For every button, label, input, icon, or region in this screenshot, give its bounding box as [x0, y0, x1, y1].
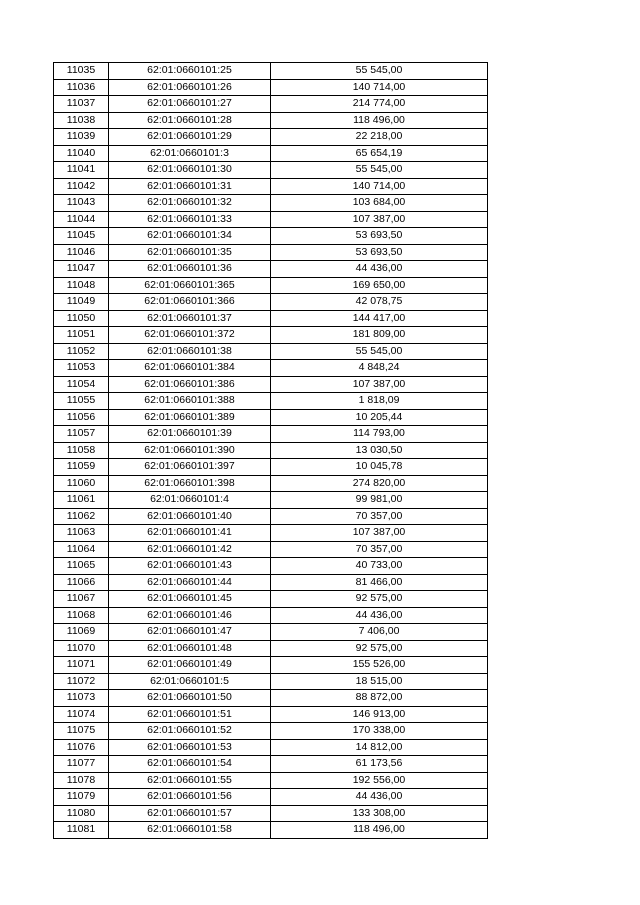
value-cell: 274 820,00	[271, 475, 488, 492]
table-row	[54, 805, 488, 822]
table-row	[54, 591, 488, 608]
cadastral-number-cell: 62:01:0660101:58	[109, 822, 271, 839]
value-cell: 53 693,50	[271, 244, 488, 261]
row-number-cell: 11048	[54, 277, 109, 294]
row-number-cell: 11067	[54, 591, 109, 608]
value-cell: 53 693,50	[271, 228, 488, 245]
cadastral-number-cell: 62:01:0660101:28	[109, 112, 271, 129]
row-number-cell: 11049	[54, 294, 109, 311]
value-cell: 181 809,00	[271, 327, 488, 344]
row-number-cell: 11041	[54, 162, 109, 179]
table-row	[54, 145, 488, 162]
cadastral-number-cell: 62:01:0660101:4	[109, 492, 271, 509]
table-row	[54, 673, 488, 690]
cadastral-number-cell: 62:01:0660101:36	[109, 261, 271, 278]
value-cell: 18 515,00	[271, 673, 488, 690]
value-cell: 10 045,78	[271, 459, 488, 476]
cadastral-number-cell: 62:01:0660101:386	[109, 376, 271, 393]
cadastral-number-cell: 62:01:0660101:30	[109, 162, 271, 179]
cadastral-number-cell: 62:01:0660101:56	[109, 789, 271, 806]
value-cell: 81 466,00	[271, 574, 488, 591]
table-row	[54, 508, 488, 525]
cadastral-number-cell: 62:01:0660101:389	[109, 409, 271, 426]
row-number-cell: 11050	[54, 310, 109, 327]
row-number-cell: 11078	[54, 772, 109, 789]
cadastral-number-cell: 62:01:0660101:390	[109, 442, 271, 459]
value-cell: 61 173,56	[271, 756, 488, 773]
table-row	[54, 162, 488, 179]
cadastral-number-cell: 62:01:0660101:27	[109, 96, 271, 113]
cadastral-number-cell: 62:01:0660101:388	[109, 393, 271, 410]
row-number-cell: 11071	[54, 657, 109, 674]
row-number-cell: 11036	[54, 79, 109, 96]
row-number-cell: 11040	[54, 145, 109, 162]
value-cell: 44 436,00	[271, 789, 488, 806]
value-cell: 44 436,00	[271, 261, 488, 278]
row-number-cell: 11079	[54, 789, 109, 806]
value-cell: 22 218,00	[271, 129, 488, 146]
row-number-cell: 11043	[54, 195, 109, 212]
table-row	[54, 475, 488, 492]
table-row	[54, 706, 488, 723]
cadastral-number-cell: 62:01:0660101:47	[109, 624, 271, 641]
value-cell: 70 357,00	[271, 541, 488, 558]
row-number-cell: 11035	[54, 63, 109, 80]
row-number-cell: 11072	[54, 673, 109, 690]
row-number-cell: 11068	[54, 607, 109, 624]
table-row	[54, 459, 488, 476]
value-cell: 133 308,00	[271, 805, 488, 822]
table-row	[54, 574, 488, 591]
row-number-cell: 11061	[54, 492, 109, 509]
row-number-cell: 11056	[54, 409, 109, 426]
row-number-cell: 11057	[54, 426, 109, 443]
value-cell: 99 981,00	[271, 492, 488, 509]
row-number-cell: 11077	[54, 756, 109, 773]
row-number-cell: 11070	[54, 640, 109, 657]
cadastral-number-cell: 62:01:0660101:48	[109, 640, 271, 657]
row-number-cell: 11038	[54, 112, 109, 129]
value-cell: 55 545,00	[271, 162, 488, 179]
value-cell: 118 496,00	[271, 822, 488, 839]
table-row	[54, 277, 488, 294]
cadastral-number-cell: 62:01:0660101:365	[109, 277, 271, 294]
value-cell: 55 545,00	[271, 343, 488, 360]
row-number-cell: 11075	[54, 723, 109, 740]
table-row	[54, 360, 488, 377]
row-number-cell: 11051	[54, 327, 109, 344]
cadastral-number-cell: 62:01:0660101:31	[109, 178, 271, 195]
table-row	[54, 129, 488, 146]
cadastral-number-cell: 62:01:0660101:33	[109, 211, 271, 228]
value-cell: 144 417,00	[271, 310, 488, 327]
cadastral-number-cell: 62:01:0660101:37	[109, 310, 271, 327]
table-row	[54, 558, 488, 575]
value-cell: 14 812,00	[271, 739, 488, 756]
table-row	[54, 789, 488, 806]
row-number-cell: 11058	[54, 442, 109, 459]
row-number-cell: 11066	[54, 574, 109, 591]
table-row	[54, 376, 488, 393]
cadastral-number-cell: 62:01:0660101:40	[109, 508, 271, 525]
table-row	[54, 624, 488, 641]
row-number-cell: 11042	[54, 178, 109, 195]
value-cell: 10 205,44	[271, 409, 488, 426]
table-row	[54, 772, 488, 789]
cadastral-number-cell: 62:01:0660101:46	[109, 607, 271, 624]
table-row	[54, 211, 488, 228]
table-row	[54, 657, 488, 674]
value-cell: 7 406,00	[271, 624, 488, 641]
cadastral-number-cell: 62:01:0660101:29	[109, 129, 271, 146]
row-number-cell: 11063	[54, 525, 109, 542]
table-row	[54, 178, 488, 195]
value-cell: 92 575,00	[271, 640, 488, 657]
cadastral-number-cell: 62:01:0660101:57	[109, 805, 271, 822]
value-cell: 65 654,19	[271, 145, 488, 162]
value-cell: 13 030,50	[271, 442, 488, 459]
cadastral-number-cell: 62:01:0660101:384	[109, 360, 271, 377]
value-cell: 103 684,00	[271, 195, 488, 212]
row-number-cell: 11055	[54, 393, 109, 410]
table-row	[54, 756, 488, 773]
cadastral-number-cell: 62:01:0660101:398	[109, 475, 271, 492]
value-cell: 214 774,00	[271, 96, 488, 113]
table-row	[54, 79, 488, 96]
row-number-cell: 11037	[54, 96, 109, 113]
table-row	[54, 640, 488, 657]
cadastral-number-cell: 62:01:0660101:43	[109, 558, 271, 575]
value-cell: 146 913,00	[271, 706, 488, 723]
value-cell: 170 338,00	[271, 723, 488, 740]
value-cell: 40 733,00	[271, 558, 488, 575]
table-row	[54, 310, 488, 327]
value-cell: 107 387,00	[271, 211, 488, 228]
value-cell: 44 436,00	[271, 607, 488, 624]
value-cell: 1 818,09	[271, 393, 488, 410]
cadastral-number-cell: 62:01:0660101:38	[109, 343, 271, 360]
value-cell: 70 357,00	[271, 508, 488, 525]
row-number-cell: 11053	[54, 360, 109, 377]
row-number-cell: 11074	[54, 706, 109, 723]
table-row	[54, 822, 488, 839]
value-cell: 140 714,00	[271, 79, 488, 96]
value-cell: 88 872,00	[271, 690, 488, 707]
row-number-cell: 11059	[54, 459, 109, 476]
cadastral-number-cell: 62:01:0660101:366	[109, 294, 271, 311]
table-row	[54, 261, 488, 278]
table-row	[54, 327, 488, 344]
table-row	[54, 228, 488, 245]
row-number-cell: 11045	[54, 228, 109, 245]
table-row	[54, 607, 488, 624]
value-cell: 140 714,00	[271, 178, 488, 195]
cadastral-number-cell: 62:01:0660101:51	[109, 706, 271, 723]
table-row	[54, 442, 488, 459]
value-cell: 155 526,00	[271, 657, 488, 674]
table-row	[54, 343, 488, 360]
row-number-cell: 11060	[54, 475, 109, 492]
cadastral-number-cell: 62:01:0660101:35	[109, 244, 271, 261]
table-row	[54, 426, 488, 443]
row-number-cell: 11081	[54, 822, 109, 839]
value-cell: 169 650,00	[271, 277, 488, 294]
table-row	[54, 112, 488, 129]
table-row	[54, 739, 488, 756]
row-number-cell: 11062	[54, 508, 109, 525]
table-row	[54, 244, 488, 261]
cadastral-number-cell: 62:01:0660101:54	[109, 756, 271, 773]
value-cell: 4 848,24	[271, 360, 488, 377]
table-row	[54, 294, 488, 311]
table-body	[54, 63, 488, 839]
value-cell: 114 793,00	[271, 426, 488, 443]
value-cell: 192 556,00	[271, 772, 488, 789]
cadastral-number-cell: 62:01:0660101:26	[109, 79, 271, 96]
row-number-cell: 11073	[54, 690, 109, 707]
row-number-cell: 11076	[54, 739, 109, 756]
row-number-cell: 11052	[54, 343, 109, 360]
row-number-cell: 11065	[54, 558, 109, 575]
cadastral-number-cell: 62:01:0660101:5	[109, 673, 271, 690]
cadastral-value-table	[53, 62, 488, 839]
row-number-cell: 11047	[54, 261, 109, 278]
value-cell: 55 545,00	[271, 63, 488, 80]
value-cell: 107 387,00	[271, 376, 488, 393]
row-number-cell: 11080	[54, 805, 109, 822]
cadastral-number-cell: 62:01:0660101:45	[109, 591, 271, 608]
table-row	[54, 409, 488, 426]
value-cell: 42 078,75	[271, 294, 488, 311]
cadastral-number-cell: 62:01:0660101:52	[109, 723, 271, 740]
table-row	[54, 195, 488, 212]
row-number-cell: 11046	[54, 244, 109, 261]
cadastral-number-cell: 62:01:0660101:42	[109, 541, 271, 558]
cadastral-number-cell: 62:01:0660101:41	[109, 525, 271, 542]
row-number-cell: 11064	[54, 541, 109, 558]
table-row	[54, 393, 488, 410]
cadastral-number-cell: 62:01:0660101:49	[109, 657, 271, 674]
cadastral-number-cell: 62:01:0660101:34	[109, 228, 271, 245]
cadastral-number-cell: 62:01:0660101:372	[109, 327, 271, 344]
table-row	[54, 723, 488, 740]
cadastral-number-cell: 62:01:0660101:50	[109, 690, 271, 707]
row-number-cell: 11044	[54, 211, 109, 228]
table-row	[54, 492, 488, 509]
cadastral-number-cell: 62:01:0660101:397	[109, 459, 271, 476]
cadastral-number-cell: 62:01:0660101:3	[109, 145, 271, 162]
cadastral-number-cell: 62:01:0660101:32	[109, 195, 271, 212]
cadastral-number-cell: 62:01:0660101:55	[109, 772, 271, 789]
table-row	[54, 541, 488, 558]
cadastral-number-cell: 62:01:0660101:44	[109, 574, 271, 591]
row-number-cell: 11039	[54, 129, 109, 146]
cadastral-number-cell: 62:01:0660101:39	[109, 426, 271, 443]
table-row	[54, 525, 488, 542]
cadastral-number-cell: 62:01:0660101:25	[109, 63, 271, 80]
cadastral-number-cell: 62:01:0660101:53	[109, 739, 271, 756]
table-row	[54, 63, 488, 80]
value-cell: 92 575,00	[271, 591, 488, 608]
table-row	[54, 690, 488, 707]
table-row	[54, 96, 488, 113]
row-number-cell: 11069	[54, 624, 109, 641]
row-number-cell: 11054	[54, 376, 109, 393]
value-cell: 118 496,00	[271, 112, 488, 129]
value-cell: 107 387,00	[271, 525, 488, 542]
